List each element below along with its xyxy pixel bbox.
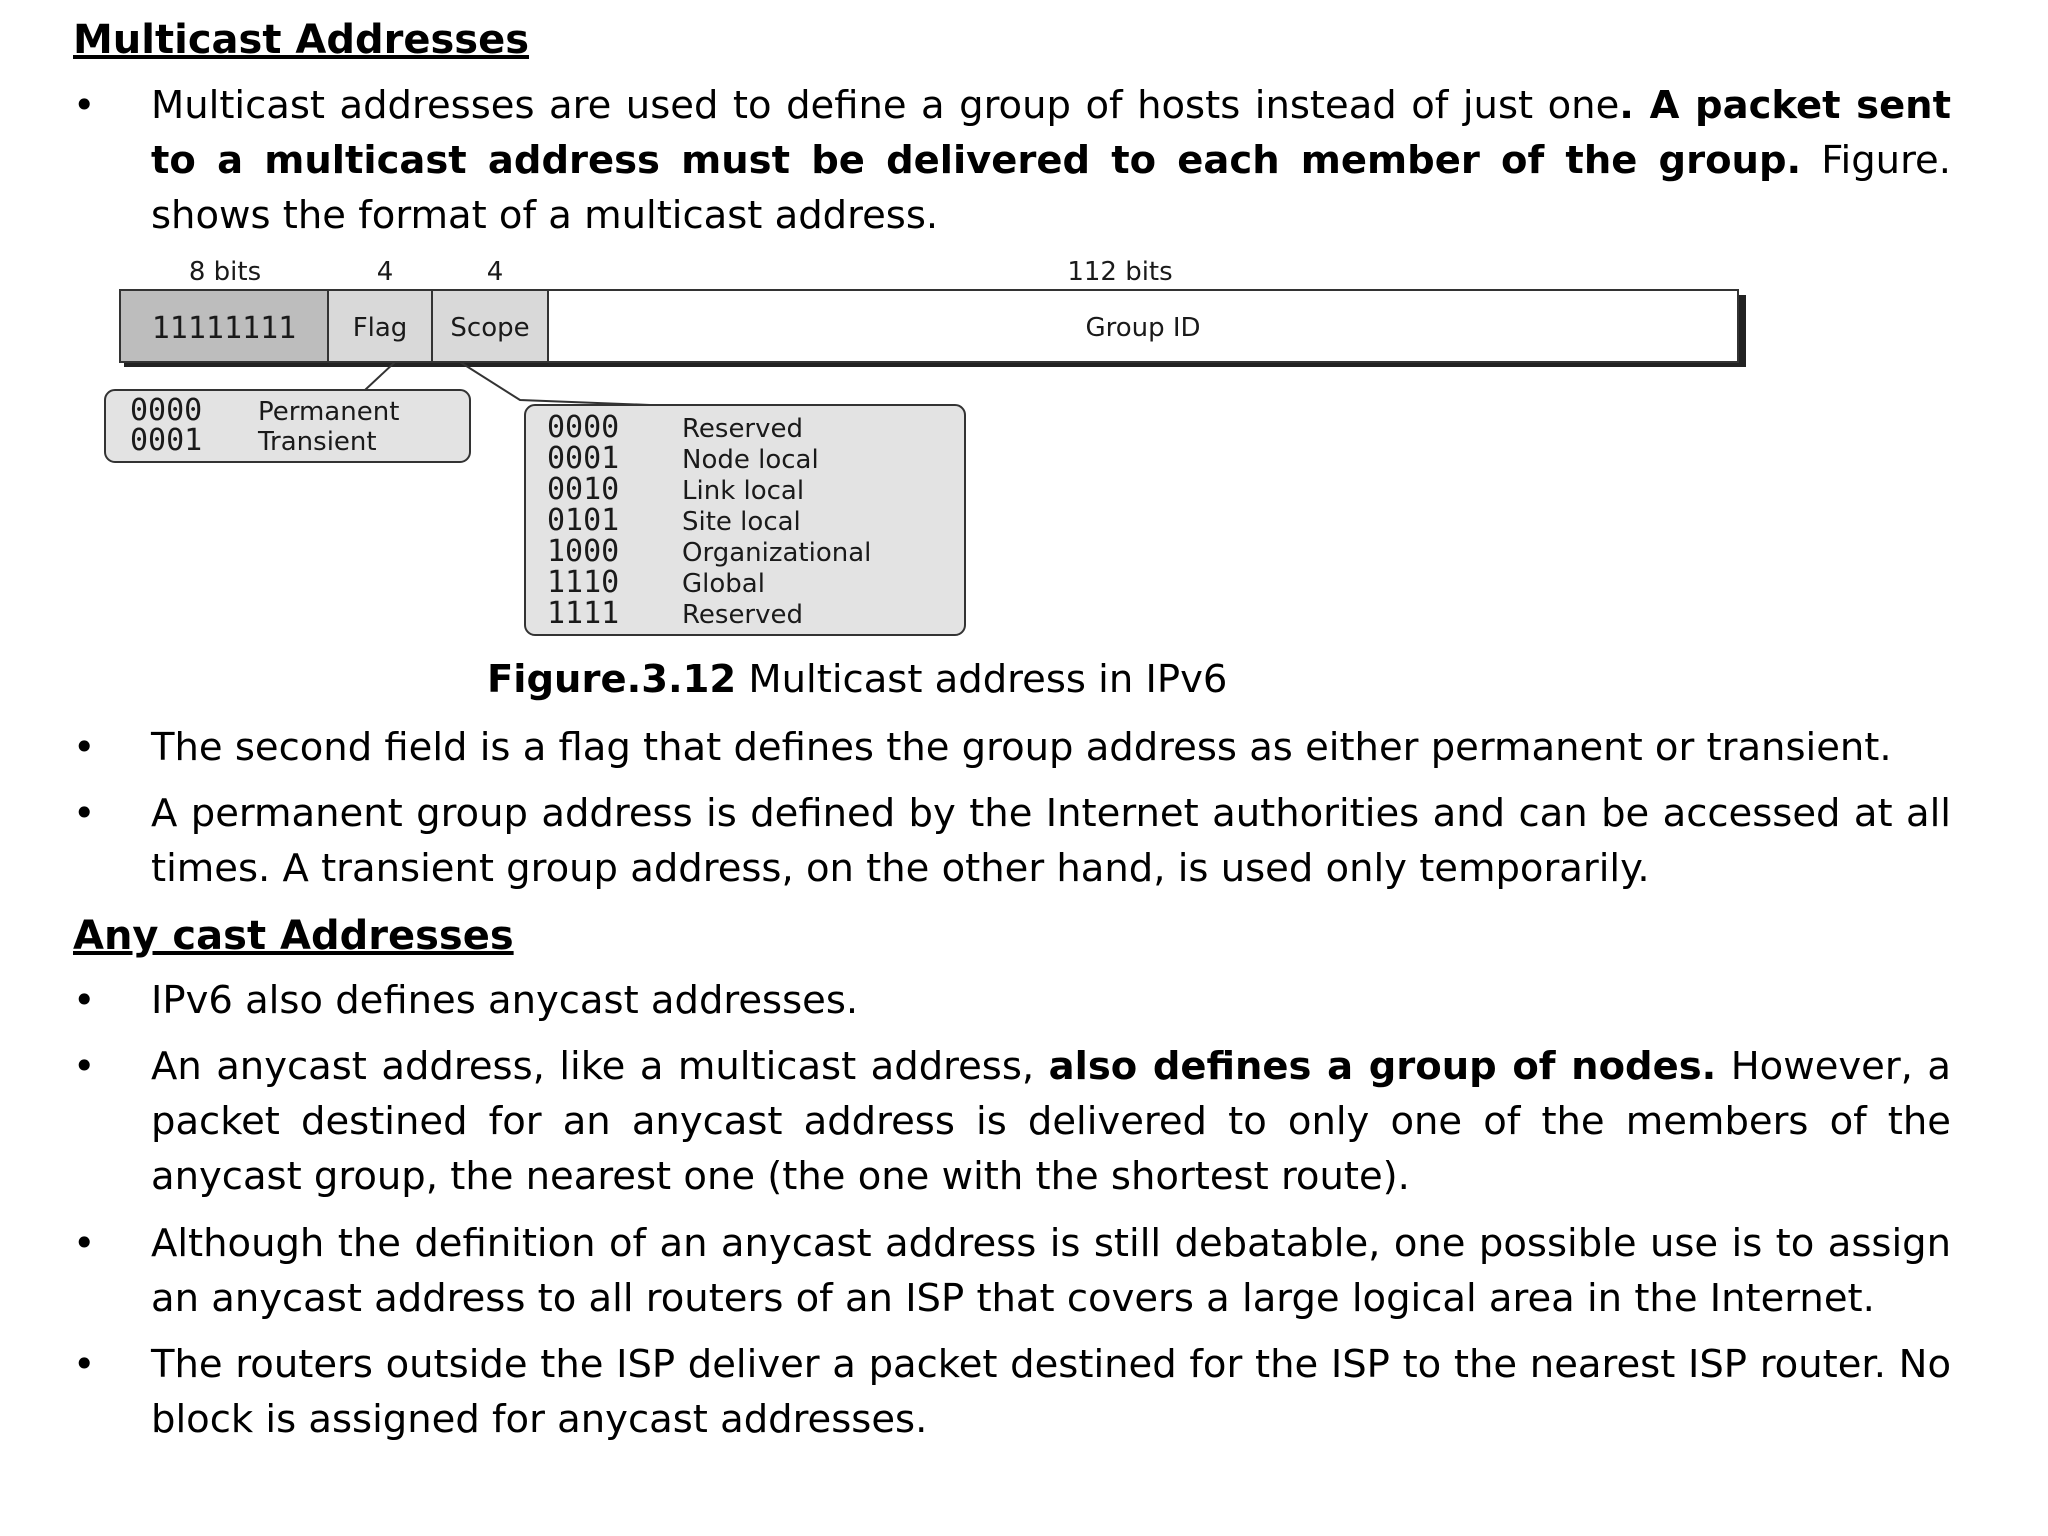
multicast-bullet-3 bbox=[73, 786, 1951, 896]
bullet-icon: • bbox=[73, 1221, 96, 1265]
scope-code-1: 0001 bbox=[547, 441, 620, 476]
label-4-bits-flag: 4 bbox=[376, 257, 394, 287]
scope-code-4: 1000 bbox=[547, 534, 620, 569]
bullet-icon: • bbox=[73, 791, 96, 835]
scope-code-6: 1111 bbox=[547, 596, 620, 631]
bullet-icon: • bbox=[73, 83, 96, 127]
scope-label-2: Link local bbox=[682, 476, 805, 506]
flag-text: Flag bbox=[352, 313, 408, 343]
heading-anycast: Any cast Addresses bbox=[73, 913, 514, 959]
multicast-bullet-1-text: Multicast addresses are used to define a group of hosts instead of just one. A packet sent to a multicast address must be delivered to each member of the group. Figure. shows the format of a multicast address. bbox=[151, 83, 1951, 238]
multicast-bullet-2 bbox=[73, 720, 1951, 775]
scope-code-5: 1110 bbox=[547, 565, 620, 600]
anycast-bullet-2 bbox=[73, 1039, 1951, 1204]
scope-code-0: 0000 bbox=[547, 410, 620, 445]
scope-label-4: Organizational bbox=[682, 538, 872, 568]
scope-code-3: 0101 bbox=[547, 503, 620, 538]
bullet-icon: • bbox=[73, 1044, 96, 1088]
scope-text: Scope bbox=[450, 313, 530, 343]
multicast-bullet-1 bbox=[73, 78, 1951, 243]
anycast-bullet-4 bbox=[73, 1337, 1951, 1447]
anycast-bullet-3-text: Although the definition of an anycast address is still debatable, one possible use is to assign an anycast address to all routers of an ISP that covers a large logical area in the Internet. bbox=[151, 1221, 1951, 1321]
heading-multicast: Multicast Addresses bbox=[73, 17, 530, 63]
bullet-icon: • bbox=[73, 725, 96, 769]
scope-code-2: 0010 bbox=[547, 472, 620, 507]
bullet-icon: • bbox=[73, 1342, 96, 1386]
label-8-bits: 8 bits bbox=[188, 257, 262, 287]
anycast-bullet-3 bbox=[73, 1216, 1951, 1326]
flag-code-0: 0000 bbox=[130, 393, 203, 428]
anycast-bullet-4-text: The routers outside the ISP deliver a packet destined for the ISP to the nearest ISP router. No block is assigned for anycast addresses. bbox=[151, 1342, 1951, 1442]
scope-label-6: Reserved bbox=[682, 600, 804, 630]
scope-label-1: Node local bbox=[682, 445, 819, 475]
flag-label-1: Transient bbox=[258, 427, 377, 457]
anycast-bullet-2-text: An anycast address, like a multicast address, also defines a group of nodes. However, a packet destined for an anycast address is delivered to only one of the members of the anycast group, the nearest one (the one with the shortest route). bbox=[151, 1044, 1951, 1199]
figure-caption: Figure.3.12 Multicast address in IPv6 bbox=[487, 657, 1228, 702]
flag-label-0: Permanent bbox=[258, 397, 400, 427]
multicast-address-figure bbox=[100, 250, 1750, 645]
anycast-bullet-1-text: IPv6 also defines anycast addresses. bbox=[151, 978, 859, 1023]
scope-label-3: Site local bbox=[682, 507, 801, 537]
label-4-bits-scope: 4 bbox=[486, 257, 504, 287]
label-112-bits: 112 bits bbox=[1067, 257, 1173, 287]
multicast-bullet-2-text: The second field is a flag that defines the group address as either permanent or transient. bbox=[151, 725, 1892, 770]
prefix-text: 11111111 bbox=[151, 311, 297, 346]
anycast-bullet-1 bbox=[73, 973, 1951, 1028]
multicast-bullet-3-text: A permanent group address is defined by the Internet authorities and can be accessed at all times. A transient group address, on the other hand, is used only temporarily. bbox=[151, 791, 1951, 891]
scope-label-0: Reserved bbox=[682, 414, 804, 444]
bullet-icon: • bbox=[73, 978, 96, 1022]
flag-code-1: 0001 bbox=[130, 423, 203, 458]
group-id-text: Group ID bbox=[1085, 313, 1201, 343]
scope-callout-pointer bbox=[460, 362, 650, 405]
scope-label-5: Global bbox=[682, 569, 765, 599]
